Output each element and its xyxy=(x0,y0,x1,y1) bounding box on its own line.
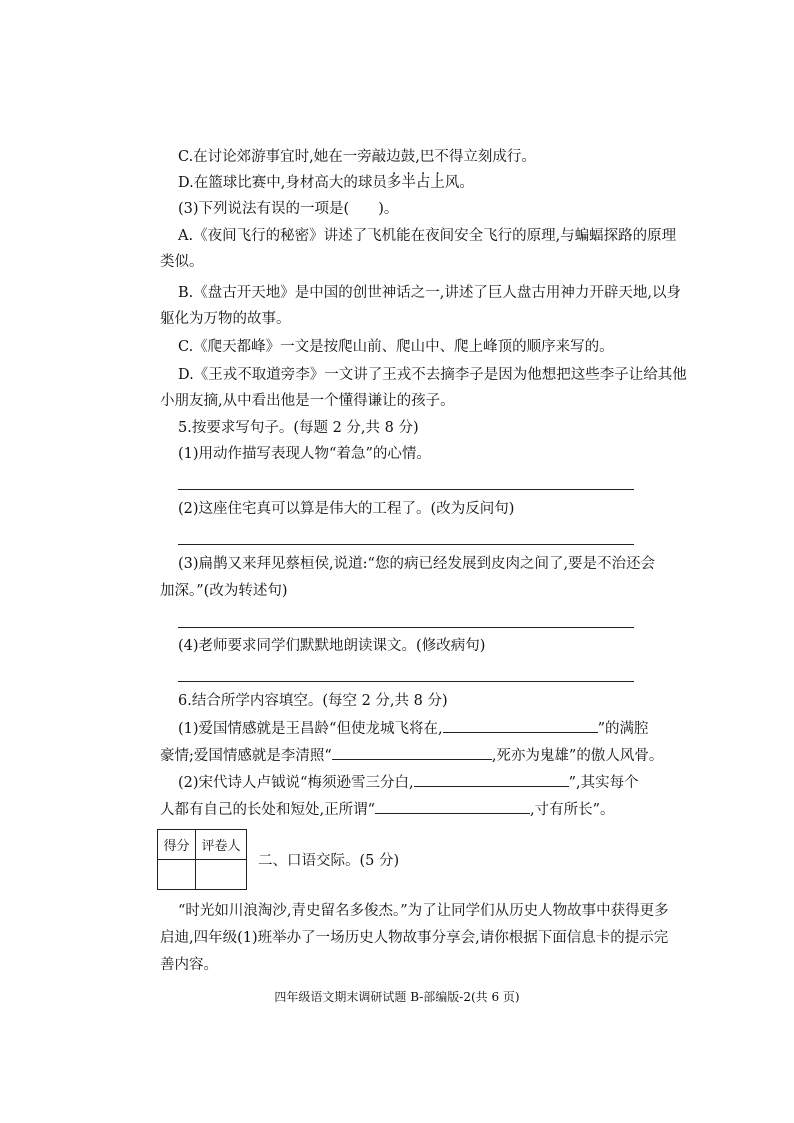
dotted-char: 占 xyxy=(415,175,431,191)
fill-blank[interactable] xyxy=(332,745,492,760)
q5-title: 5.按要求写句子。(每题 2 分,共 8 分) xyxy=(178,420,419,436)
q6-text: ,寸有所长”。 xyxy=(530,802,615,818)
section-2-paragraph-cont: 善内容。 xyxy=(160,957,218,973)
q6-text: 豪情;爱国情感就是李清照“ xyxy=(160,748,332,764)
q6-text: ”,其实每个 xyxy=(568,775,639,791)
page-footer: 四年级语文期末调研试题 B-部编版-2(共 6 页) xyxy=(274,990,520,1004)
section-2-paragraph-cont: 启迪,四年级(1)班举办了一场历史人物故事分享会,请你根据下面信息卡的提示完 xyxy=(160,930,669,946)
q4-3-option-d: D.《王戎不取道旁李》一文讲了王戎不去摘李子是因为他想把这些李子让给其他 xyxy=(178,367,687,383)
dotted-char: 上 xyxy=(430,175,445,191)
fill-blank[interactable] xyxy=(414,772,569,787)
fill-blank[interactable] xyxy=(443,718,598,733)
q6-line-2 xyxy=(160,745,663,766)
q4-3-option-d-cont: 小朋友摘,从中看出他是一个懂得谦让的孩子。 xyxy=(160,393,455,409)
q4-3-option-a: A.《夜间飞行的秘密》讲述了飞机能在夜间安全飞行的原理,与蝙蝠探路的原理 xyxy=(178,228,677,244)
q5-s1: (1)用动作描写表现人物“着急”的心情。 xyxy=(178,446,431,462)
q6-line-4 xyxy=(160,799,615,820)
q6-text: (2)宋代诗人卢钺说“梅须逊雪三分白, xyxy=(178,775,414,791)
q6-text: ,死亦为鬼雄”的傲人风骨。 xyxy=(491,748,664,764)
q5-s3: (3)扁鹊又来拜见蔡桓侯,说道:“您的病已经发展到皮肉之间了,要是不治还会 xyxy=(178,556,656,572)
fill-blank[interactable] xyxy=(375,799,530,814)
q6-line-3 xyxy=(178,772,639,793)
answer-line[interactable] xyxy=(178,489,634,490)
score-cell[interactable] xyxy=(158,860,196,890)
q5-s3-cont: 加深。”(改为转述句) xyxy=(160,583,288,599)
grader-cell[interactable] xyxy=(196,860,247,890)
q5-s4: (4)老师要求同学们默默地朗读课文。(修改病句) xyxy=(178,638,486,654)
q4-3-option-b-cont: 躯化为万物的故事。 xyxy=(160,311,291,327)
answer-line[interactable] xyxy=(178,544,634,545)
q4-3-option-a-cont: 类似。 xyxy=(160,254,204,270)
q6-text: (1)爱国情感就是王昌龄“但使龙城飞将在, xyxy=(178,721,443,737)
section-2-title: 二、口语交际。(5 分) xyxy=(258,853,400,869)
section-2-paragraph: “时光如川浪淘沙,青史留名多俊杰。”为了让同学们从历史人物故事中获得更多 xyxy=(178,903,669,919)
q4-3-option-b: B.《盘古开天地》是中国的创世神话之一,讲述了巨人盘古用神力开辟天地,以身 xyxy=(178,285,681,301)
q4-option-c: C.在讨论郊游事宜时,她在一旁敲边鼓,巴不得立刻成行。 xyxy=(178,149,536,165)
q6-title: 6.结合所学内容填空。(每空 2 分,共 8 分) xyxy=(178,693,448,709)
q6-text: 人都有自己的长处和短处,正所谓“ xyxy=(160,802,376,818)
grader-header: 评卷人 xyxy=(196,830,247,860)
answer-line[interactable] xyxy=(178,681,634,682)
score-table xyxy=(157,829,247,890)
score-header: 得分 xyxy=(158,830,196,860)
q4-3-stem: (3)下列说法有误的一项是( )。 xyxy=(178,201,399,217)
dotted-char: 半 xyxy=(401,175,416,191)
q4-3-option-c: C.《爬天都峰》一文是按爬山前、爬山中、爬上峰顶的顺序来写的。 xyxy=(178,339,614,355)
q4-option-d xyxy=(178,173,474,193)
q4-option-d-end: 风。 xyxy=(444,175,474,191)
q5-s2: (2)这座住宅真可以算是伟大的工程了。(改为反问句) xyxy=(178,501,515,517)
answer-line[interactable] xyxy=(178,627,634,628)
q6-text: ”的满腔 xyxy=(597,721,649,737)
q4-option-d-text: D.在篮球比赛中,身材高大的球员 xyxy=(178,175,387,191)
q6-line-1 xyxy=(178,718,648,739)
dotted-char: 多 xyxy=(386,175,402,191)
